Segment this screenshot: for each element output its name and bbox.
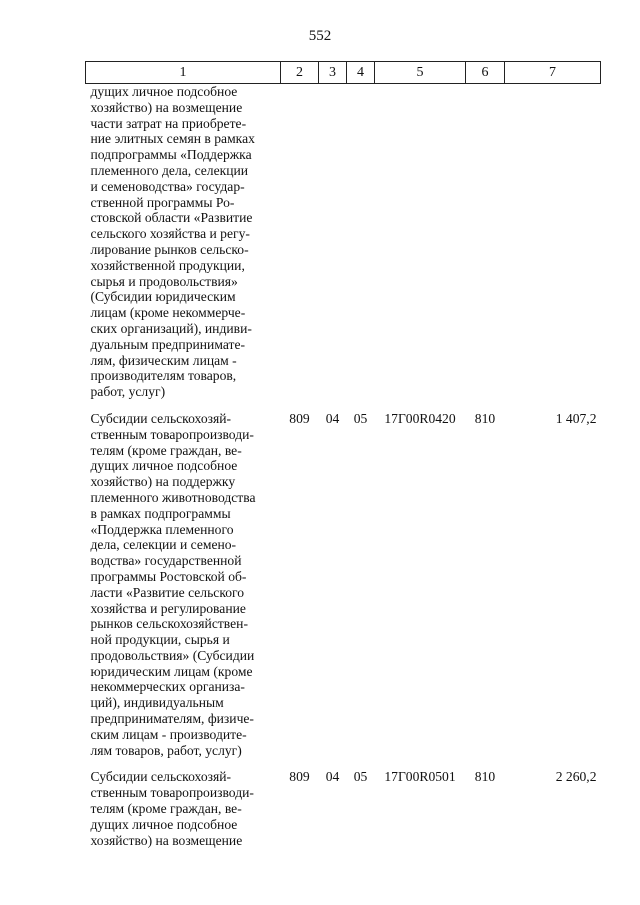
description-line: и семеноводства» государ- xyxy=(90,178,245,194)
expense-type-code xyxy=(466,84,505,402)
description-line: (Субсидии юридическим xyxy=(90,289,236,305)
column-header: 4 xyxy=(347,62,375,84)
description-line: ским лицам - производите- xyxy=(90,726,247,742)
description-line: ских организаций), индиви- xyxy=(90,320,252,336)
column-header: 2 xyxy=(281,62,319,84)
description-line: лям товаров, работ, услуг) xyxy=(90,742,242,758)
description-line: ций), индивидуальным xyxy=(90,695,224,711)
description-line: лирование рынков сельско- xyxy=(90,241,249,257)
description-line: сельского хозяйства и регу- xyxy=(90,226,250,242)
description-line: племенного дела, селекции xyxy=(90,162,249,178)
description-line: рынков сельскохозяйствен- xyxy=(90,616,248,632)
column-header: 1 xyxy=(86,62,281,84)
description-line: водства» государственной xyxy=(90,553,242,569)
target-article-code: 17Г00R0501 xyxy=(384,769,456,785)
section-code xyxy=(319,84,347,402)
column-header: 7 xyxy=(505,62,601,84)
ministry-code xyxy=(281,84,319,402)
description-line: ной продукции, сырья и xyxy=(90,632,230,648)
target-article-code: 17Г00R0420 xyxy=(384,410,456,426)
description-line: дуальным предпринимате- xyxy=(90,336,246,352)
description-line: дущих личное подсобное xyxy=(90,816,238,832)
column-header: 6 xyxy=(466,62,505,84)
description-line: ние элитных семян в рамках xyxy=(90,131,255,147)
subsection-code xyxy=(347,84,375,402)
column-header: 5 xyxy=(375,62,466,84)
description-line: стовской области «Развитие xyxy=(90,210,253,226)
description-line: некоммерческих организа- xyxy=(90,679,245,695)
subsection-code: 05 xyxy=(353,769,368,785)
description-line: подпрограммы «Поддержка xyxy=(90,147,252,163)
table-header-row xyxy=(86,62,601,84)
description-line: производителям товаров, xyxy=(90,368,237,384)
description-line: Субсидии сельскохозяй- xyxy=(90,410,232,426)
description-line: программы Ростовской об- xyxy=(90,568,247,584)
description-line: ственной программы Ро- xyxy=(90,194,235,210)
description-line: телям (кроме граждан, ве- xyxy=(90,801,242,817)
description-line: хозяйство) на поддержку xyxy=(90,474,236,490)
description-line: дущих личное подсобное xyxy=(90,84,238,99)
expense-type-code: 810 xyxy=(474,769,496,785)
description-line: телям (кроме граждан, ве- xyxy=(90,442,242,458)
description-line: продовольствия» (Субсидии xyxy=(90,647,255,663)
amount: 2 260,2 xyxy=(555,769,597,785)
table-row xyxy=(86,402,601,761)
description-line: хозяйство) на возмещение xyxy=(90,832,243,848)
description-line: в рамках подпрограммы xyxy=(90,505,231,521)
description-line: предпринимателям, физиче- xyxy=(90,711,254,727)
row-description xyxy=(86,760,281,850)
target-article-code xyxy=(375,84,466,402)
row-description xyxy=(86,402,281,761)
description-line: племенного животноводства xyxy=(90,489,256,505)
description-line: дущих личное подсобное xyxy=(90,458,238,474)
description-line: хозяйства и регулирование xyxy=(90,600,246,616)
description-line: ственным товаропроизводи- xyxy=(90,426,254,442)
description-line: ласти «Развитие сельского xyxy=(90,584,245,600)
description-line: хозяйственной продукции, xyxy=(90,257,245,273)
description-line: юридическим лицам (кроме xyxy=(90,663,253,679)
description-line: лям, физическим лицам - xyxy=(90,352,237,368)
subsection-code: 05 xyxy=(353,410,368,426)
description-line: работ, услуг) xyxy=(90,384,166,400)
page-number: 552 xyxy=(308,28,332,44)
ministry-code: 809 xyxy=(289,410,310,426)
section-code: 04 xyxy=(325,410,340,426)
description-line: Субсидии сельскохозяй- xyxy=(90,769,232,785)
amount xyxy=(505,84,601,402)
table-row xyxy=(86,760,601,850)
amount: 1 407,2 xyxy=(555,410,597,426)
budget-table xyxy=(85,61,601,850)
column-header: 3 xyxy=(319,62,347,84)
description-line: сырья и продовольствия» xyxy=(90,273,238,289)
description-line: части затрат на приобрете- xyxy=(90,115,247,131)
expense-type-code: 810 xyxy=(474,410,496,426)
table-row xyxy=(86,84,601,402)
description-line: ственным товаропроизводи- xyxy=(90,785,254,801)
section-code: 04 xyxy=(325,769,340,785)
description-line: дела, селекции и семено- xyxy=(90,537,237,553)
description-line: хозяйство) на возмещение xyxy=(90,99,243,115)
row-description xyxy=(86,84,281,402)
description-line: «Поддержка племенного xyxy=(90,521,234,537)
ministry-code: 809 xyxy=(289,769,310,785)
description-line: лицам (кроме некоммерче- xyxy=(90,305,246,321)
